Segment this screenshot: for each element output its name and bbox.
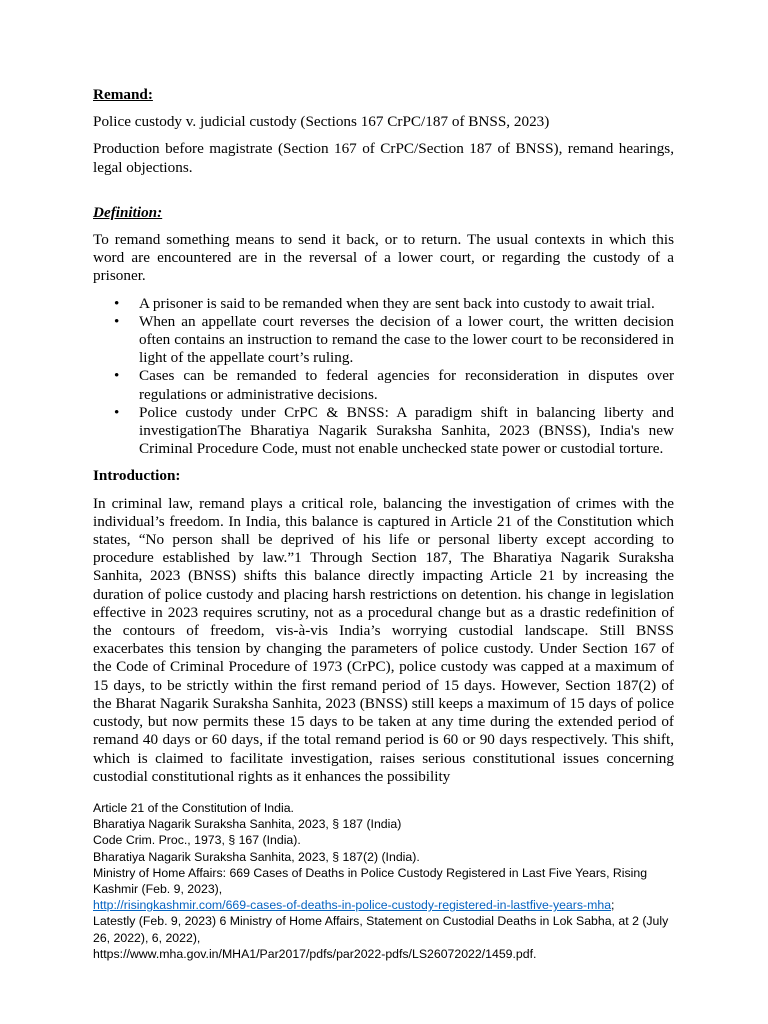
introduction-paragraph: In criminal law, remand plays a critical role, balancing the investigation of crimes with the individual’s freedom. In India, this balance is captured in Article 21 of the Constitution which states, “No person shall be deprived of his life or personal liberty except according to procedure established by law.”1 Through Section 187, The Bharatiya Nagarik Suraksha Sanhita, 2023 (BNSS) shifts this balance directly impacting Article 21 by increasing the duration of police custody and placing harsh restrictions on detention. his change in legislation effective in 2023 requires scrutiny, not as a procedural change but as a drastic redefinition of the contours of freedom, vis-à-vis India’s worrying custodial landscape. Still BNSS exacerbates this tension by changing the parameters of police custody. Under Section 167 of the Code of Criminal Procedure of 1973 (CrPC), police custody was capped at a maximum of 15 days, to be strictly within the first remand period of 15 days. However, Section 187(2) of the Bharat Nagarik Suraksha Sanhita, 2023 (BNSS) still keeps a maximum of 15 days of police custody, but now permits these 15 days to be taken at any time during the extended period of remand 40 days or 60 days, if the total remand period is 60 or 90 days respectively. This shift, which is claimed to facilitate investigation, raises serious constitutional issues concerning custodial constitutional rights as it enhances the possibility (93, 494, 674, 785)
footnote-1: Article 21 of the Constitution of India. (93, 801, 294, 815)
definition-paragraph: To remand something means to send it back, or to return. The usual contexts in which this word are encountered are in the reversal of a lower court, or regarding the custody of a prisoner. (93, 231, 674, 285)
bullet-text: When an appellate court reverses the decision of a lower court, the written decision often contains an instruction to remand the case to the lower court to be reconsidered in light of the appellate court’s ruling. (139, 312, 674, 367)
footnote-6: Latestly (Feb. 9, 2023) 6 Ministry of Home Affairs, Statement on Custodial Deaths in Lok Sabha, at 2 (July 26, 2022), 6, 2022), (93, 914, 669, 945)
definition-heading: Definition: (93, 203, 163, 221)
footnote-5-tail: ; (611, 898, 615, 913)
footnote-5-text: Ministry of Home Affairs: 669 Cases of Deaths in Police Custody Registered in Last Five Years, Rising Kashmir (Feb. 9, 2023), (93, 865, 648, 897)
bullet-text: A prisoner is said to be remanded when they are sent back into custody to await trial. (139, 294, 655, 312)
remand-line-production: Production before magistrate (Section 167 of CrPC/Section 187 of BNSS), remand hearings, legal objections. (93, 140, 674, 176)
footnote-7: https://www.mha.gov.in/MHA1/Par2017/pdfs/par2022-pdfs/LS26072022/1459.pdf. (93, 946, 537, 961)
bullet-text: Police custody under CrPC & BNSS: A paradigm shift in balancing liberty and investigationThe Bharatiya Nagarik Suraksha Sanhita, 2023 (BNSS), India's new Criminal Procedure Code, must not enable unchecked state power or custodial torture. (139, 403, 674, 458)
footnotes-section (93, 800, 673, 962)
footnote-5 (93, 865, 673, 914)
rising-kashmir-link[interactable]: http://risingkashmir.com/669-cases-of-deaths-in-police-custody-registered-in-lastfive-years-mha (93, 898, 612, 913)
remand-line-custody: Police custody v. judicial custody (Sections 167 CrPC/187 of BNSS, 2023) (93, 113, 550, 131)
bullet-icon: • (114, 403, 120, 421)
list-item (114, 367, 674, 403)
blank-line (93, 186, 674, 204)
bullet-icon: • (114, 294, 120, 312)
footnote-2: Bharatiya Nagarik Suraksha Sanhita, 2023, § 187 (India) (93, 817, 402, 832)
definition-bullet-list (93, 295, 674, 459)
bullet-icon: • (114, 312, 120, 330)
footnote-4: Bharatiya Nagarik Suraksha Sanhita, 2023, § 187(2) (India). (93, 849, 420, 864)
list-item (114, 312, 674, 368)
document-body (93, 86, 674, 795)
list-item (114, 294, 674, 313)
introduction-heading: Introduction: (93, 467, 181, 485)
bullet-text: Cases can be remanded to federal agencies for reconsideration in disputes over regulations or administrative decisions. (139, 367, 674, 403)
bullet-icon: • (114, 367, 120, 385)
footnote-3: Code Crim. Proc., 1973, § 167 (India). (93, 833, 301, 848)
remand-heading: Remand: (93, 86, 153, 103)
list-item (114, 403, 674, 459)
